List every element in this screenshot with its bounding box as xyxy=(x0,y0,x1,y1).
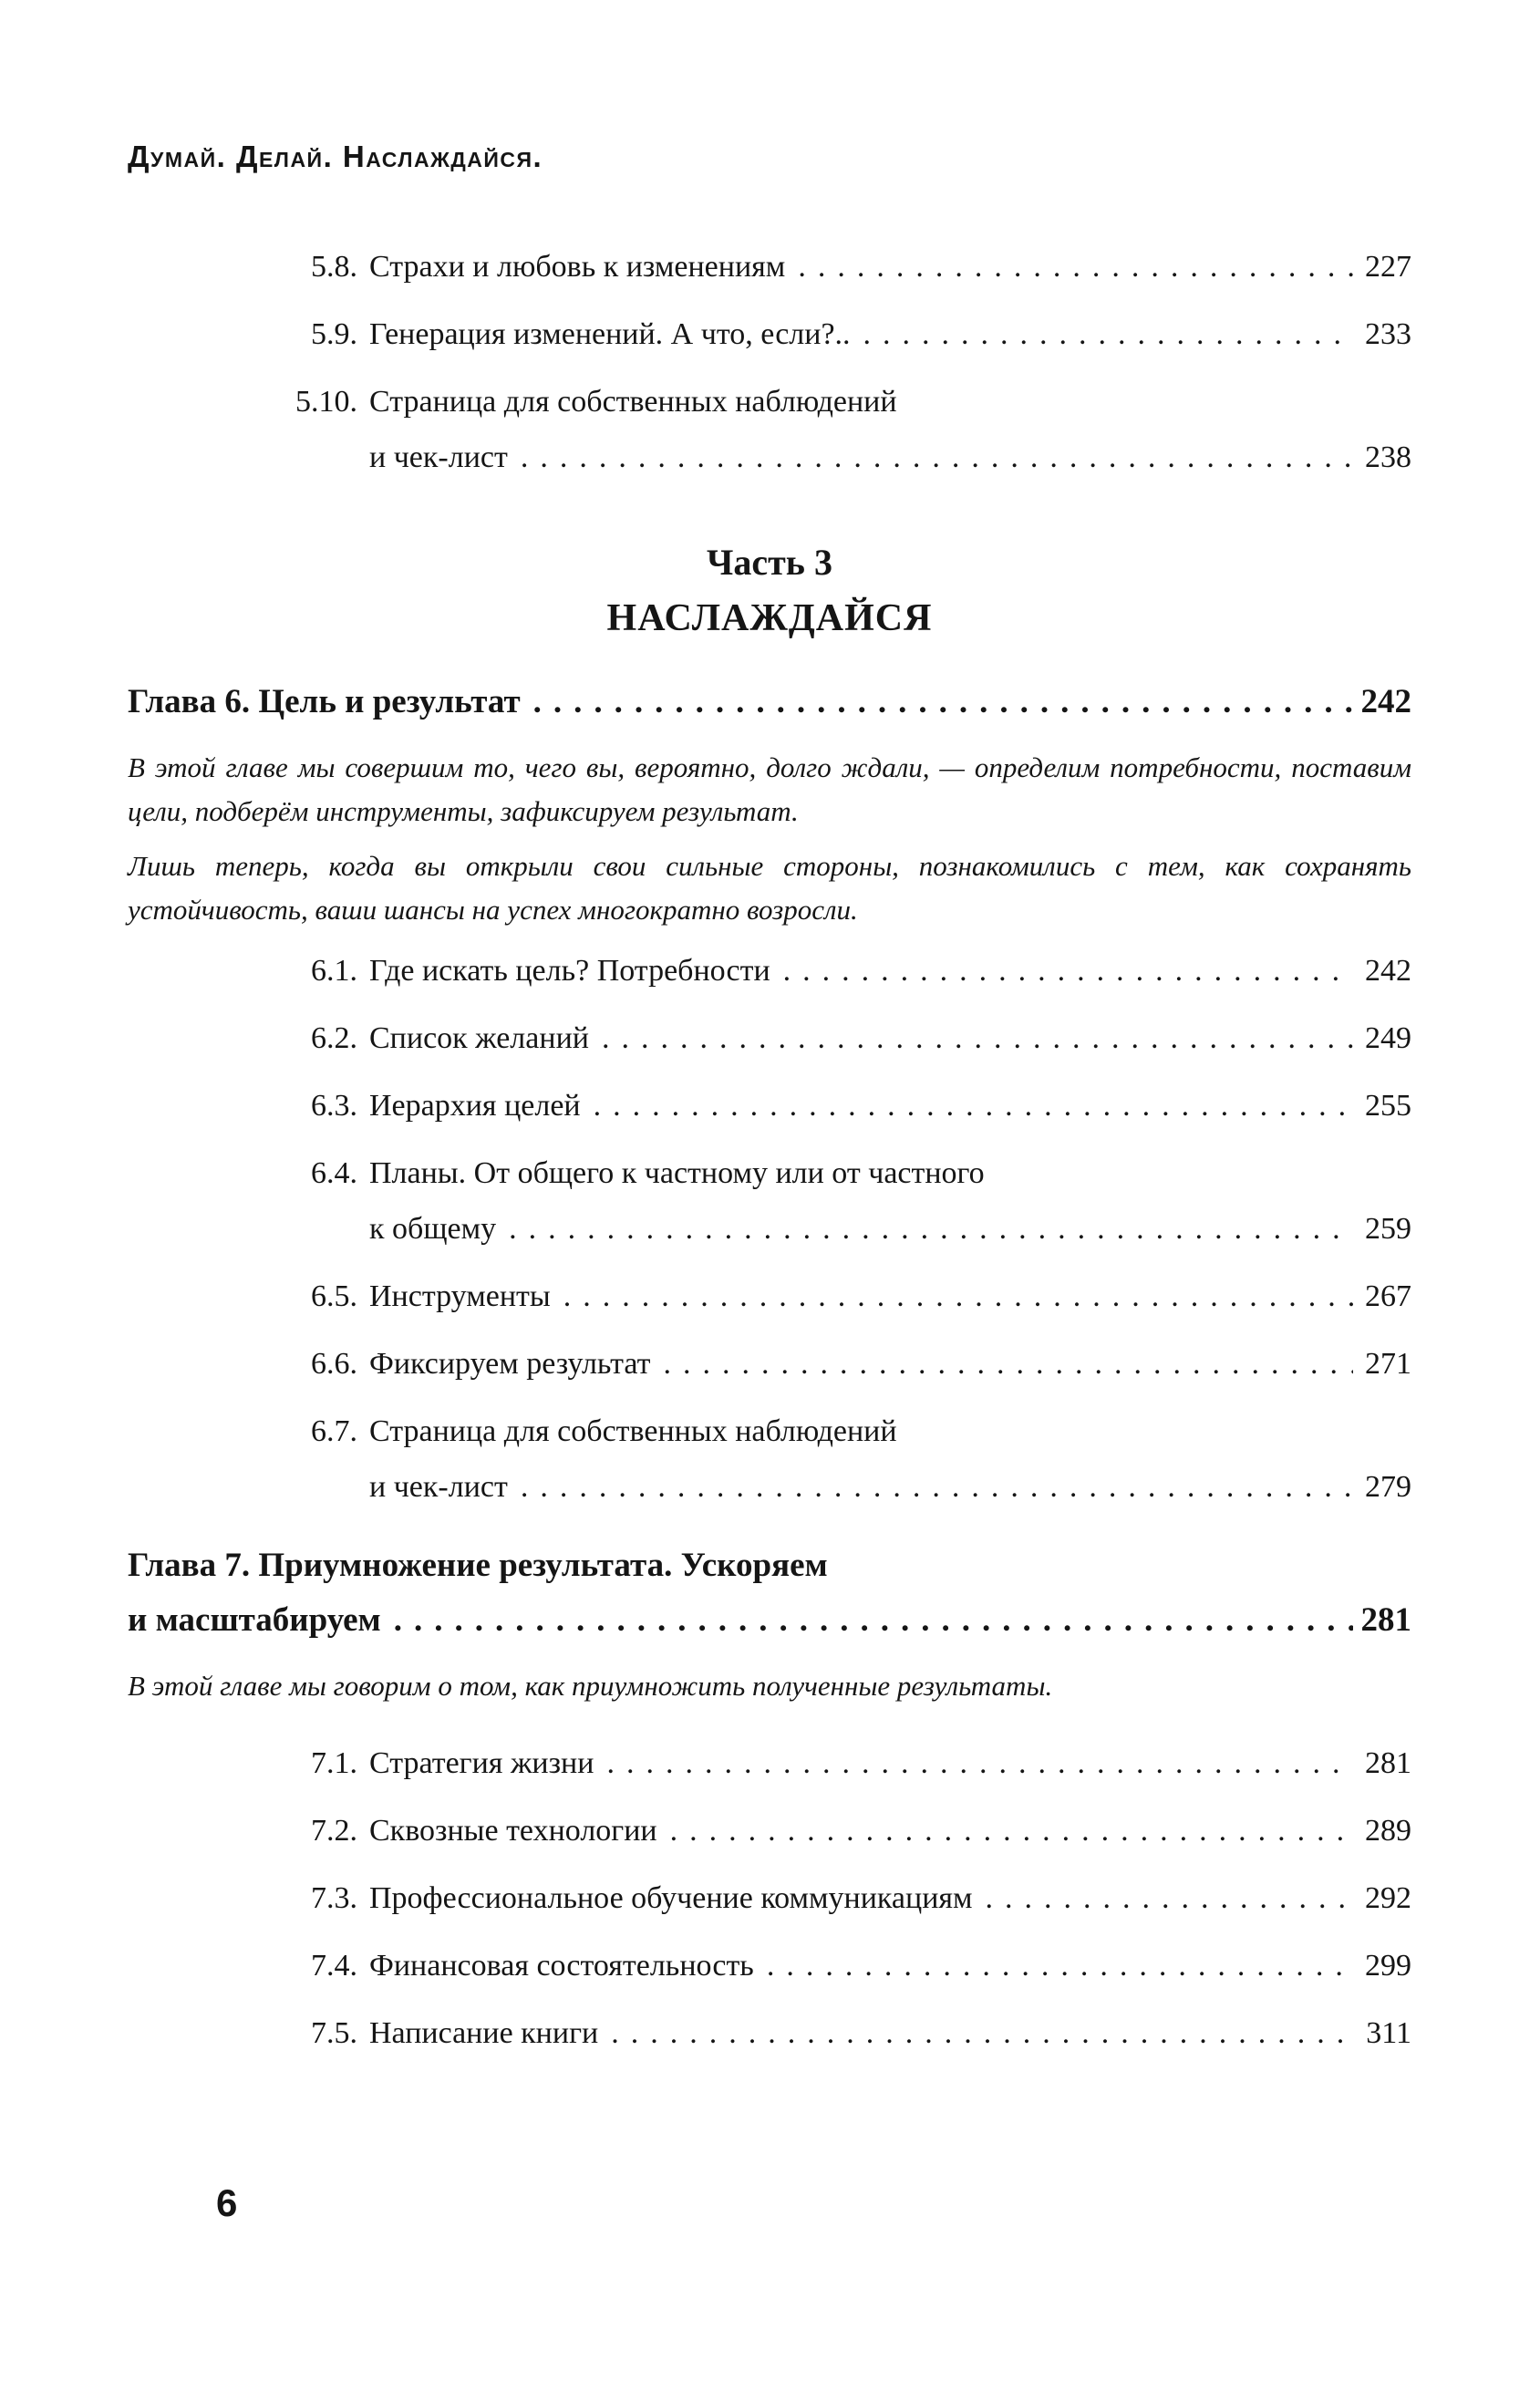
toc-entry xyxy=(128,943,1411,999)
toc-title: Фиксируем результат xyxy=(369,1347,651,1381)
toc-number: 6.3. xyxy=(311,1089,357,1123)
dot-leader xyxy=(521,430,1353,485)
dot-leader xyxy=(594,1078,1353,1134)
dot-leader xyxy=(563,1268,1353,1324)
intro-paragraph: Лишь теперь, когда вы открыли свои сильные стороны, познакомились с тем, как сохранять устойчивость, ваши шансы на успех многократно возросли. xyxy=(128,850,1411,926)
chapter7-intro xyxy=(128,1664,1411,1708)
chapter6-intro xyxy=(128,746,1411,932)
toc-entry xyxy=(128,1938,1411,1993)
toc-entry xyxy=(128,306,1411,362)
toc-number: 7.4. xyxy=(311,1949,357,1983)
dot-leader xyxy=(611,2005,1353,2061)
dot-leader xyxy=(394,1593,1353,1648)
intro-paragraph: В этой главе мы говорим о том, как приумножить полученные результаты. xyxy=(128,1670,1053,1702)
toc-page-ref: 242 xyxy=(1360,683,1411,720)
dot-leader xyxy=(798,239,1353,295)
toc-entry xyxy=(128,1268,1411,1324)
toc-number: 7.1. xyxy=(311,1746,357,1780)
toc-number: 6.2. xyxy=(311,1021,357,1055)
toc-entry-continuation xyxy=(128,1201,1411,1257)
toc-page-ref: 242 xyxy=(1365,954,1411,988)
running-head: Думай. Делай. Наслаждайся. xyxy=(128,140,543,173)
toc-entry-continuation xyxy=(128,430,1411,485)
toc-title: Сквозные технологии xyxy=(369,1814,657,1848)
toc-section-chapter7 xyxy=(128,1735,1411,2061)
toc-entry xyxy=(128,1336,1411,1392)
dot-leader xyxy=(606,1735,1353,1791)
toc-entry xyxy=(128,1870,1411,1926)
dot-leader xyxy=(509,1201,1353,1257)
toc-number: 5.8. xyxy=(311,250,357,284)
toc-number: 6.6. xyxy=(311,1347,357,1381)
toc-page-ref: 259 xyxy=(1365,1212,1411,1246)
part-title: НАСЛАЖДАЙСЯ xyxy=(606,597,933,639)
dot-leader xyxy=(863,306,1353,362)
chapter-title: Глава 7. Приумножение результата. Ускоряем xyxy=(128,1547,828,1584)
toc-page-ref: 271 xyxy=(1365,1347,1411,1381)
toc-page-ref: 255 xyxy=(1365,1089,1411,1123)
toc-title: Профессиональное обучение коммуникациям xyxy=(369,1881,973,1915)
toc-title: Страница для собственных наблюдений xyxy=(369,1414,897,1448)
toc-page-ref: 289 xyxy=(1365,1814,1411,1848)
chapter7-heading-line2 xyxy=(128,1593,1411,1648)
toc-entry xyxy=(128,1078,1411,1134)
dot-leader xyxy=(663,1336,1353,1392)
toc-number: 7.3. xyxy=(311,1881,357,1915)
dot-leader xyxy=(602,1010,1353,1066)
dot-leader xyxy=(521,1459,1353,1515)
chapter7-heading-line1 xyxy=(128,1538,1411,1593)
toc-title: Инструменты xyxy=(369,1279,551,1313)
toc-title: Генерация изменений. А что, если?.. xyxy=(369,317,851,351)
toc-page-ref: 249 xyxy=(1365,1021,1411,1055)
chapter-title: Глава 6. Цель и результат xyxy=(128,683,521,720)
toc-title: Страница для собственных наблюдений xyxy=(369,385,897,419)
toc-title: Планы. От общего к частному или от частного xyxy=(369,1156,985,1190)
toc-page-ref: 292 xyxy=(1365,1881,1411,1915)
toc-page-ref: 267 xyxy=(1365,1279,1411,1313)
toc-page-ref: 279 xyxy=(1365,1470,1411,1504)
toc-entry-continuation xyxy=(128,1459,1411,1515)
intro-paragraph: В этой главе мы совершим то, чего вы, вероятно, долго ждали, — определим потребности, поставим цели, подберём инструменты, зафиксируем результат. xyxy=(128,751,1411,827)
toc-number: 5.9. xyxy=(311,317,357,351)
toc-number: 6.5. xyxy=(311,1279,357,1313)
toc-entry xyxy=(128,1803,1411,1859)
toc-entry xyxy=(128,1735,1411,1791)
toc-number: 6.4. xyxy=(311,1156,357,1190)
toc-entry xyxy=(128,1010,1411,1066)
toc-entry xyxy=(128,374,1411,430)
toc-page-ref: 233 xyxy=(1365,317,1411,351)
toc-section-chapter6 xyxy=(128,943,1411,1515)
toc-entry xyxy=(128,1403,1411,1459)
toc-title: Список желаний xyxy=(369,1021,589,1055)
toc-number: 6.7. xyxy=(311,1414,357,1448)
toc-title: и чек-лист xyxy=(369,1470,508,1504)
toc-title: к общему xyxy=(369,1212,497,1246)
toc-page-ref: 299 xyxy=(1365,1949,1411,1983)
toc-title: Финансовая состоятельность xyxy=(369,1949,754,1983)
dot-leader xyxy=(670,1803,1353,1859)
toc-number: 6.1. xyxy=(311,954,357,988)
toc-title: Иерархия целей xyxy=(369,1089,581,1123)
page-content xyxy=(128,0,1411,2061)
toc-title: и чек-лист xyxy=(369,440,508,474)
toc-page-ref: 238 xyxy=(1365,440,1411,474)
dot-leader xyxy=(986,1870,1353,1926)
toc-title: Написание книги xyxy=(369,2016,599,2050)
toc-entry xyxy=(128,1145,1411,1201)
toc-entry xyxy=(128,2005,1411,2061)
toc-title: Страхи и любовь к изменениям xyxy=(369,250,786,284)
chapter6-heading xyxy=(128,675,1411,730)
toc-page-ref: 281 xyxy=(1365,1746,1411,1780)
toc-number: 5.10. xyxy=(295,385,357,419)
toc-entry xyxy=(128,239,1411,295)
toc-number: 7.2. xyxy=(311,1814,357,1848)
toc-section-part2 xyxy=(128,239,1411,485)
dot-leader xyxy=(783,943,1353,999)
dot-leader xyxy=(533,675,1353,730)
chapter-title: и масштабируем xyxy=(128,1601,381,1639)
toc-page-ref: 227 xyxy=(1365,250,1411,284)
toc-title: Где искать цель? Потребности xyxy=(369,954,770,988)
toc-page-ref: 311 xyxy=(1366,2016,1411,2050)
dot-leader xyxy=(767,1938,1353,1993)
toc-page-ref: 281 xyxy=(1360,1601,1411,1639)
toc-title: Стратегия жизни xyxy=(369,1746,594,1780)
part-header xyxy=(128,536,1411,647)
toc-number: 7.5. xyxy=(311,2016,357,2050)
part-kicker: Часть 3 xyxy=(707,542,832,583)
footer-page-number: 6 xyxy=(216,2181,238,2224)
